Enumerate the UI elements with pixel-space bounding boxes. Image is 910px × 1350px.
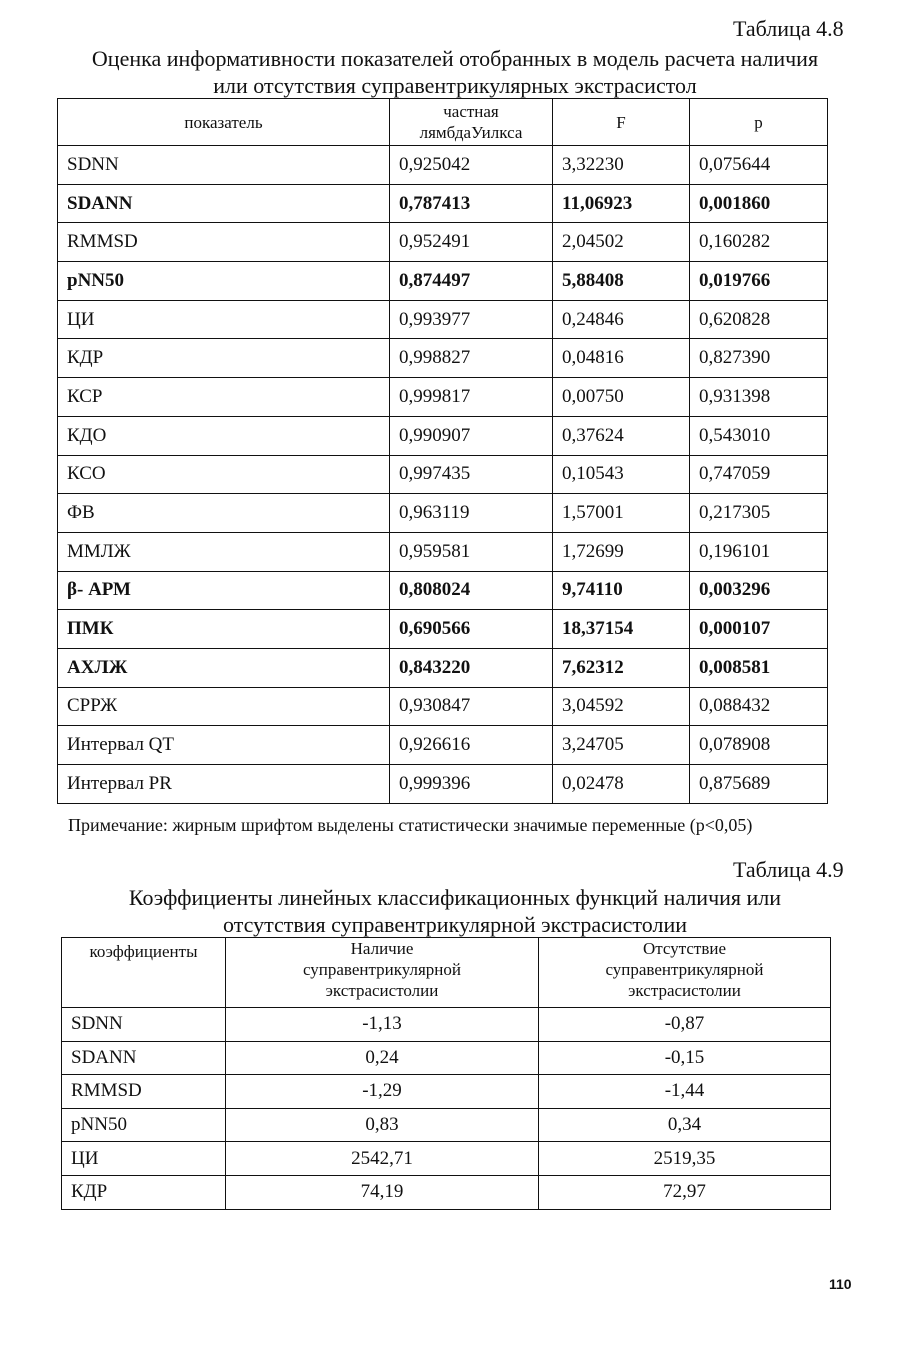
- table-row: [58, 184, 828, 223]
- presence-cell: 0,83: [226, 1108, 539, 1142]
- table-4-8: [57, 98, 828, 804]
- f-cell: 0,02478: [553, 765, 690, 804]
- table-4-8-note: Примечание: жирным шрифтом выделены статистически значимые переменные (p<0,05): [68, 815, 753, 835]
- table-4-8-number: Таблица 4.8: [733, 16, 844, 41]
- table-4-9-title-line2: отсутствия суправентрикулярной экстрасистолии: [223, 912, 687, 937]
- indicator-cell: pNN50: [58, 262, 390, 301]
- table-row: [62, 1008, 831, 1042]
- lambda-cell: 0,997435: [390, 455, 553, 494]
- table-row: [58, 378, 828, 417]
- header-p: p: [690, 99, 828, 146]
- lambda-cell: 0,952491: [390, 223, 553, 262]
- f-cell: 11,06923: [553, 184, 690, 223]
- presence-cell: 2542,71: [226, 1142, 539, 1176]
- f-cell: 2,04502: [553, 223, 690, 262]
- f-cell: 1,72699: [553, 532, 690, 571]
- indicator-cell: СРРЖ: [58, 687, 390, 726]
- p-cell: 0,008581: [690, 648, 828, 687]
- p-cell: 0,875689: [690, 765, 828, 804]
- header-f: F: [553, 99, 690, 146]
- absence-cell: -0,87: [539, 1008, 831, 1042]
- indicator-cell: КДР: [58, 339, 390, 378]
- indicator-cell: Интервал QT: [58, 726, 390, 765]
- p-cell: 0,003296: [690, 571, 828, 610]
- table-row: [58, 262, 828, 301]
- p-cell: 0,078908: [690, 726, 828, 765]
- table-4-8-title-line2: или отсутствия суправентрикулярных экстрасистол: [213, 73, 697, 98]
- table-row: [58, 455, 828, 494]
- lambda-cell: 0,959581: [390, 532, 553, 571]
- indicator-cell: КДО: [58, 416, 390, 455]
- p-cell: 0,747059: [690, 455, 828, 494]
- indicator-cell: КСО: [58, 455, 390, 494]
- f-cell: 0,00750: [553, 378, 690, 417]
- header-partial-lambda: частная лямбдаУилкса: [390, 99, 553, 146]
- table-row: [62, 1142, 831, 1176]
- table-row: [58, 300, 828, 339]
- f-cell: 7,62312: [553, 648, 690, 687]
- lambda-cell: 0,843220: [390, 648, 553, 687]
- lambda-cell: 0,930847: [390, 687, 553, 726]
- coefficient-cell: ЦИ: [62, 1142, 226, 1176]
- indicator-cell: RMMSD: [58, 223, 390, 262]
- header-presence: Наличие суправентрикулярной экстрасистолии: [226, 938, 539, 1008]
- coefficient-cell: SDNN: [62, 1008, 226, 1042]
- table-header-row: [58, 99, 828, 146]
- indicator-cell: АХЛЖ: [58, 648, 390, 687]
- lambda-cell: 0,787413: [390, 184, 553, 223]
- f-cell: 18,37154: [553, 610, 690, 649]
- p-cell: 0,827390: [690, 339, 828, 378]
- p-cell: 0,543010: [690, 416, 828, 455]
- p-cell: 0,000107: [690, 610, 828, 649]
- lambda-cell: 0,999817: [390, 378, 553, 417]
- f-cell: 0,04816: [553, 339, 690, 378]
- table-row: [58, 494, 828, 533]
- indicator-cell: SDNN: [58, 146, 390, 185]
- presence-cell: 0,24: [226, 1041, 539, 1075]
- p-cell: 0,001860: [690, 184, 828, 223]
- f-cell: 9,74110: [553, 571, 690, 610]
- presence-cell: -1,29: [226, 1075, 539, 1109]
- header-coefficients: коэффициенты: [62, 938, 226, 1008]
- table-row: [58, 339, 828, 378]
- indicator-cell: ПМК: [58, 610, 390, 649]
- table-4-9: [61, 937, 831, 1210]
- table-row: [62, 1175, 831, 1209]
- absence-cell: 2519,35: [539, 1142, 831, 1176]
- table-row: [58, 648, 828, 687]
- table-row: [58, 610, 828, 649]
- f-cell: 3,32230: [553, 146, 690, 185]
- indicator-cell: Интервал PR: [58, 765, 390, 804]
- indicator-cell: ММЛЖ: [58, 532, 390, 571]
- table-row: [58, 146, 828, 185]
- indicator-cell: β- АРМ: [58, 571, 390, 610]
- lambda-cell: 0,990907: [390, 416, 553, 455]
- table-header-row: [62, 938, 831, 1008]
- f-cell: 3,24705: [553, 726, 690, 765]
- p-cell: 0,088432: [690, 687, 828, 726]
- lambda-cell: 0,998827: [390, 339, 553, 378]
- lambda-cell: 0,926616: [390, 726, 553, 765]
- coefficient-cell: pNN50: [62, 1108, 226, 1142]
- table-row: [62, 1108, 831, 1142]
- indicator-cell: ЦИ: [58, 300, 390, 339]
- table-4-8-title-line1: Оценка информативности показателей отобранных в модель расчета наличия: [91, 46, 819, 71]
- p-cell: 0,620828: [690, 300, 828, 339]
- f-cell: 1,57001: [553, 494, 690, 533]
- lambda-cell: 0,963119: [390, 494, 553, 533]
- header-absence: Отсутствие суправентрикулярной экстрасистолии: [539, 938, 831, 1008]
- table-4-9-number: Таблица 4.9: [733, 857, 844, 882]
- table-row: [58, 726, 828, 765]
- indicator-cell: КСР: [58, 378, 390, 417]
- absence-cell: 0,34: [539, 1108, 831, 1142]
- p-cell: 0,160282: [690, 223, 828, 262]
- indicator-cell: ФВ: [58, 494, 390, 533]
- coefficient-cell: КДР: [62, 1175, 226, 1209]
- lambda-cell: 0,993977: [390, 300, 553, 339]
- f-cell: 0,10543: [553, 455, 690, 494]
- header-indicator: показатель: [58, 99, 390, 146]
- f-cell: 0,37624: [553, 416, 690, 455]
- table-4-9-title-line1: Коэффициенты линейных классификационных функций наличия или: [128, 885, 782, 910]
- f-cell: 5,88408: [553, 262, 690, 301]
- lambda-cell: 0,925042: [390, 146, 553, 185]
- table-row: [62, 1041, 831, 1075]
- p-cell: 0,196101: [690, 532, 828, 571]
- page-number: 110: [829, 1276, 852, 1292]
- table-row: [58, 532, 828, 571]
- coefficient-cell: SDANN: [62, 1041, 226, 1075]
- table-row: [58, 416, 828, 455]
- f-cell: 3,04592: [553, 687, 690, 726]
- lambda-cell: 0,690566: [390, 610, 553, 649]
- lambda-cell: 0,874497: [390, 262, 553, 301]
- table-row: [58, 687, 828, 726]
- p-cell: 0,931398: [690, 378, 828, 417]
- table-row: [58, 765, 828, 804]
- lambda-cell: 0,808024: [390, 571, 553, 610]
- p-cell: 0,217305: [690, 494, 828, 533]
- absence-cell: -1,44: [539, 1075, 831, 1109]
- presence-cell: -1,13: [226, 1008, 539, 1042]
- presence-cell: 74,19: [226, 1175, 539, 1209]
- table-row: [58, 571, 828, 610]
- table-row: [62, 1075, 831, 1109]
- lambda-cell: 0,999396: [390, 765, 553, 804]
- absence-cell: 72,97: [539, 1175, 831, 1209]
- coefficient-cell: RMMSD: [62, 1075, 226, 1109]
- absence-cell: -0,15: [539, 1041, 831, 1075]
- p-cell: 0,075644: [690, 146, 828, 185]
- p-cell: 0,019766: [690, 262, 828, 301]
- f-cell: 0,24846: [553, 300, 690, 339]
- indicator-cell: SDANN: [58, 184, 390, 223]
- table-row: [58, 223, 828, 262]
